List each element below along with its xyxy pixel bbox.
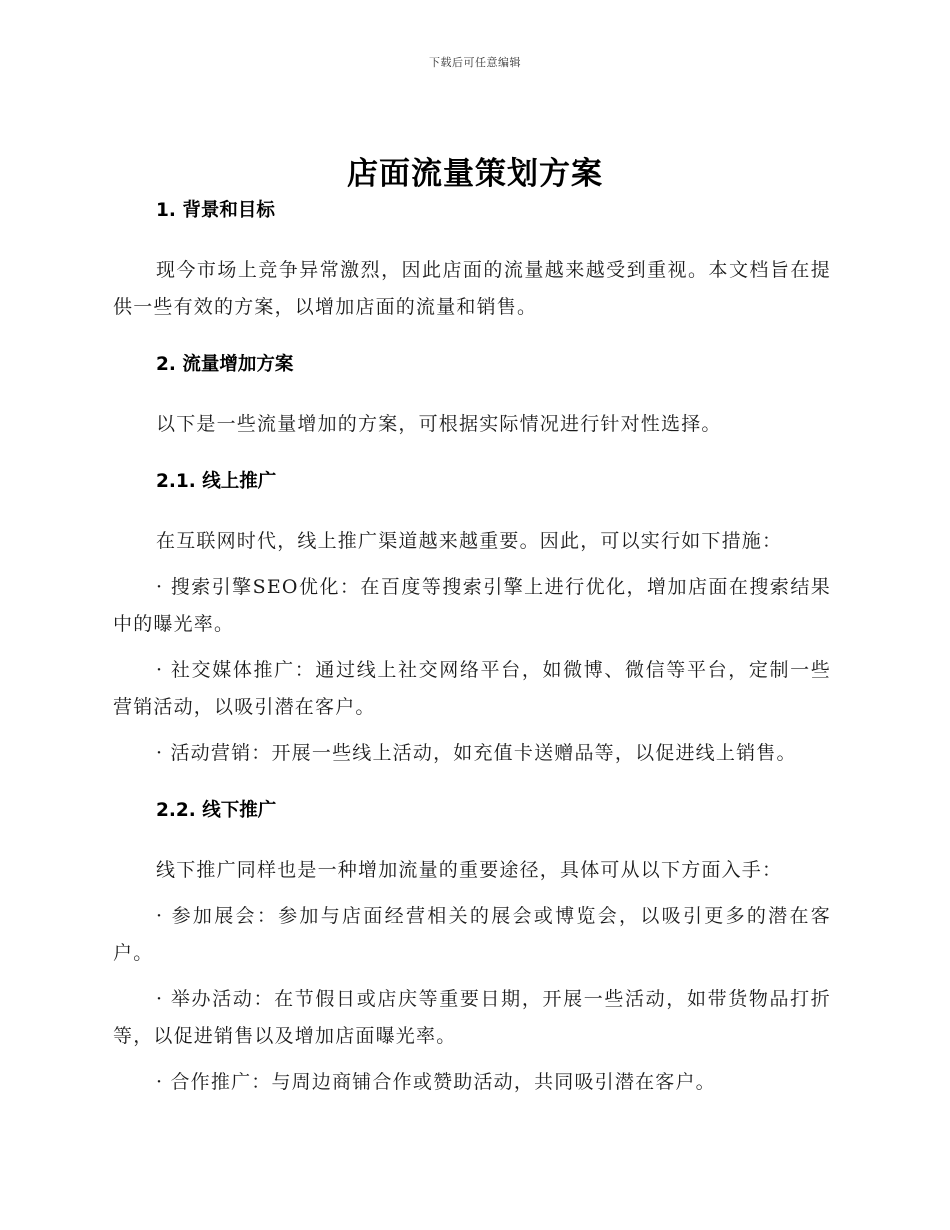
paragraph-background: 现今市场上竞争异常激烈，因此店面的流量越来越受到重视。本文档旨在提供一些有效的方案，以增加店面的流量和销售。 bbox=[113, 259, 831, 318]
list-item-cooperation: · 合作推广：与周边商铺合作或赞助活动，共同吸引潜在客户。 bbox=[156, 1071, 716, 1093]
section-heading-background: 1. 背景和目标 bbox=[156, 200, 275, 221]
list-item-seo: · 搜索引擎SEO优化：在百度等搜索引擎上进行优化，增加店面在搜索结果中的曝光率。 bbox=[113, 576, 831, 635]
document-body bbox=[113, 196, 831, 1101]
list-item-event-marketing: · 活动营销：开展一些线上活动，如充值卡送赠品等，以促进线上销售。 bbox=[156, 742, 797, 764]
section-heading-traffic-plan: 2. 流量增加方案 bbox=[156, 354, 294, 375]
list-item-hold-events: · 举办活动：在节假日或店庆等重要日期，开展一些活动，如带货物品打折等，以促进销售以及增加店面曝光率。 bbox=[113, 988, 831, 1047]
document-title: 店面流量策划方案 bbox=[347, 156, 603, 192]
section-heading-offline: 2.2. 线下推广 bbox=[156, 800, 277, 821]
list-item-exhibition: · 参加展会：参加与店面经营相关的展会或博览会，以吸引更多的潜在客户。 bbox=[113, 905, 831, 964]
paragraph-traffic-intro: 以下是一些流量增加的方案，可根据实际情况进行针对性选择。 bbox=[156, 413, 722, 435]
section-heading-online: 2.1. 线上推广 bbox=[156, 471, 277, 492]
paragraph-online-intro: 在互联网时代，线上推广渠道越来越重要。因此，可以实行如下措施： bbox=[156, 530, 783, 552]
header-note: 下载后可任意编辑 bbox=[429, 56, 521, 69]
list-item-social-media: · 社交媒体推广：通过线上社交网络平台，如微博、微信等平台，定制一些营销活动，以吸引潜在客户。 bbox=[113, 659, 831, 718]
paragraph-offline-intro: 线下推广同样也是一种增加流量的重要途径，具体可从以下方面入手： bbox=[156, 859, 783, 881]
